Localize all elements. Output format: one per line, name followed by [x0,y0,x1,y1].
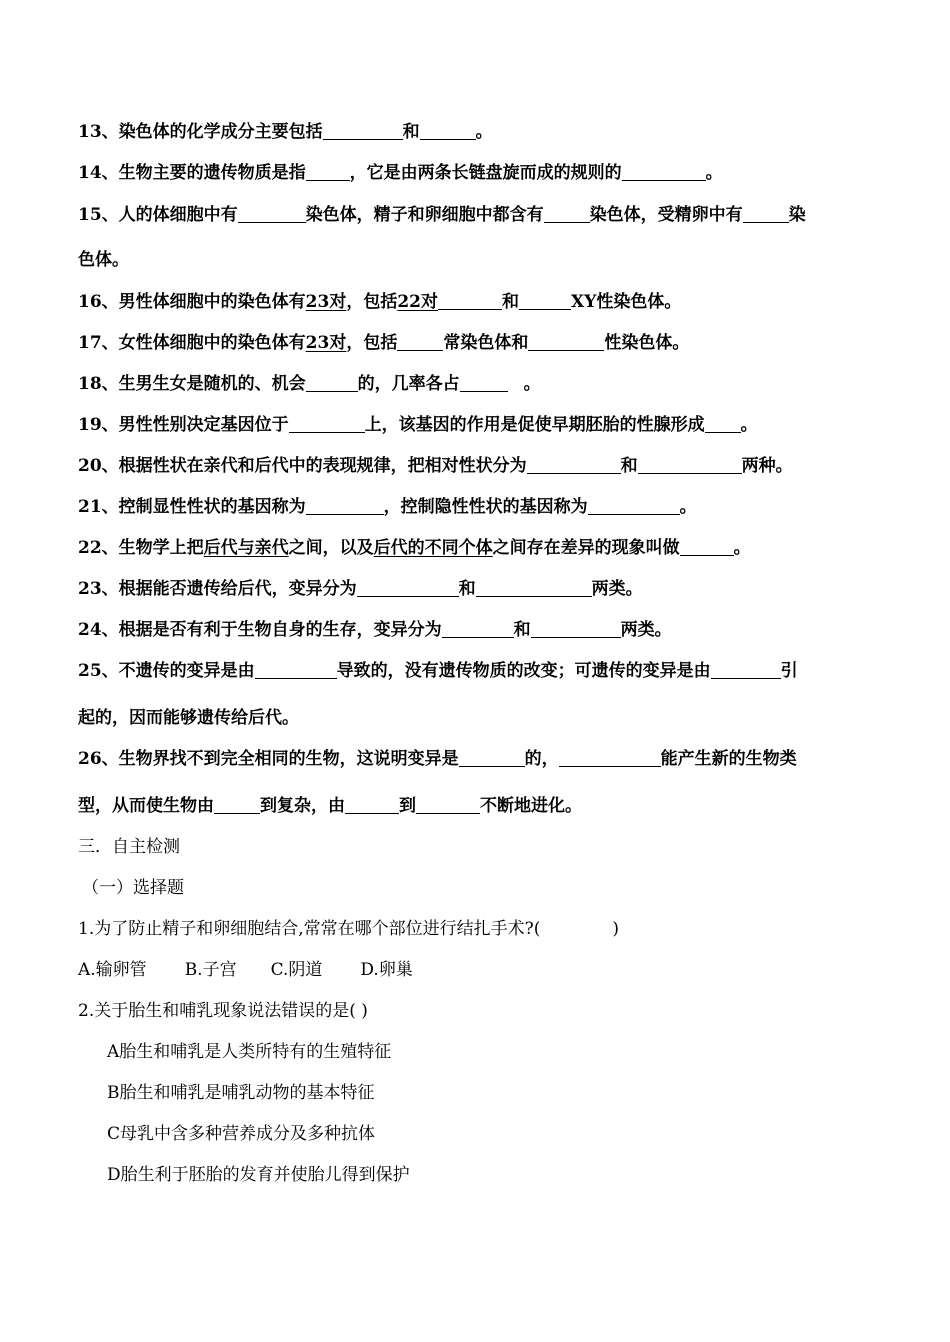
answer-blank[interactable] [255,661,337,679]
answer-blank[interactable] [459,749,525,767]
option-a[interactable]: A.输卵管 [78,960,147,980]
answer-blank[interactable] [519,292,571,310]
answer-blank[interactable] [680,538,734,556]
option-b[interactable]: B.子宫 [184,960,237,980]
answer-blank[interactable] [214,796,260,814]
choice-question-2: 2.关于胎生和哺乳现象说法错误的是( ) [78,1001,368,1021]
question-24: 24、根据是否有利于生物自身的生存，变异分为 和 两类。 [78,620,672,640]
question-15-continuation: 色体。 [78,250,129,270]
choice-question-1: 1.为了防止精子和卵细胞结合,常常在哪个部位进行结扎手术?( ) [78,919,620,939]
answer-blank[interactable] [397,333,443,351]
answer-blank[interactable] [544,205,590,223]
answer-blank[interactable] [438,292,502,310]
section-title: 三．自主检测 [78,837,180,857]
answer-blank[interactable] [527,456,621,474]
answer-blank[interactable] [345,796,399,814]
answer-blank[interactable] [442,620,514,638]
choice-1-options [78,959,413,981]
answer-blank[interactable] [238,205,306,223]
question-15: 15、人的体细胞中有 染色体，精子和卵细胞中都含有 染色体，受精卵中有 染 [78,205,806,225]
answer-blank[interactable] [638,456,742,474]
question-17: 17、女性体细胞中的染色体有23对，包括 常染色体和 性染色体。 [78,333,690,353]
question-25: 25、不遗传的变异是由 导致的，没有遗传物质的改变；可遗传的变异是由 引 [78,661,798,681]
option-c[interactable]: C母乳中含多种营养成分及多种抗体 [107,1124,376,1144]
question-19: 19、男性性别决定基因位于 上，该基因的作用是促使早期胚胎的性腺形成 。 [78,415,758,435]
subsection-title: （一）选择题 [82,878,184,898]
option-b[interactable]: B胎生和哺乳是哺乳动物的基本特征 [107,1083,375,1103]
answer-blank[interactable] [420,122,476,140]
answer-blank[interactable] [460,374,508,392]
answer-blank[interactable] [323,122,403,140]
option-d[interactable]: D.卵巢 [360,960,413,980]
question-13: 13、染色体的化学成分主要包括 和 。 [78,122,493,142]
answer-blank[interactable] [531,620,621,638]
answer-blank[interactable] [743,205,789,223]
answer-blank[interactable] [306,163,350,181]
answer-blank[interactable] [588,497,680,515]
answer-blank[interactable] [705,415,741,433]
answer-blank[interactable] [357,579,459,597]
answer-blank[interactable] [306,497,384,515]
question-16: 16、男性体细胞中的染色体有23对，包括22对 和 XY性染色体。 [78,292,682,312]
answer-blank[interactable] [559,749,661,767]
answer-blank[interactable] [711,661,781,679]
question-25-continuation: 起的，因而能够遗传给后代。 [78,708,299,728]
question-22: 22、生物学上把后代与亲代之间，以及后代的不同个体之间存在差异的现象叫做 。 [78,538,751,558]
option-d[interactable]: D胎生利于胚胎的发育并使胎儿得到保护 [107,1165,410,1185]
answer-blank[interactable] [289,415,365,433]
question-21: 21、控制显性性状的基因称为 ，控制隐性性状的基因称为 。 [78,497,697,517]
answer-blank[interactable] [306,374,358,392]
answer-blank[interactable] [622,163,706,181]
question-18: 18、生男生女是随机的、机会 的，几率各占 。 [78,374,541,394]
answer-blank[interactable] [416,796,480,814]
question-20: 20、根据性状在亲代和后代中的表现规律，把相对性状分为 和 两种。 [78,456,793,476]
option-c[interactable]: C.阴道 [270,960,323,980]
question-23: 23、根据能否遗传给后代，变异分为 和 两类。 [78,579,643,599]
question-26-continuation: 型，从而使生物由 到复杂，由 到 不断地进化。 [78,796,582,816]
option-a[interactable]: A胎生和哺乳是人类所特有的生殖特征 [107,1042,392,1062]
answer-blank[interactable] [476,579,592,597]
question-26: 26、生物界找不到完全相同的生物，这说明变异是 的， 能产生新的生物类 [78,749,797,769]
answer-blank[interactable] [528,333,604,351]
question-14: 14、生物主要的遗传物质是指 ，它是由两条长链盘旋而成的规则的 。 [78,163,723,183]
